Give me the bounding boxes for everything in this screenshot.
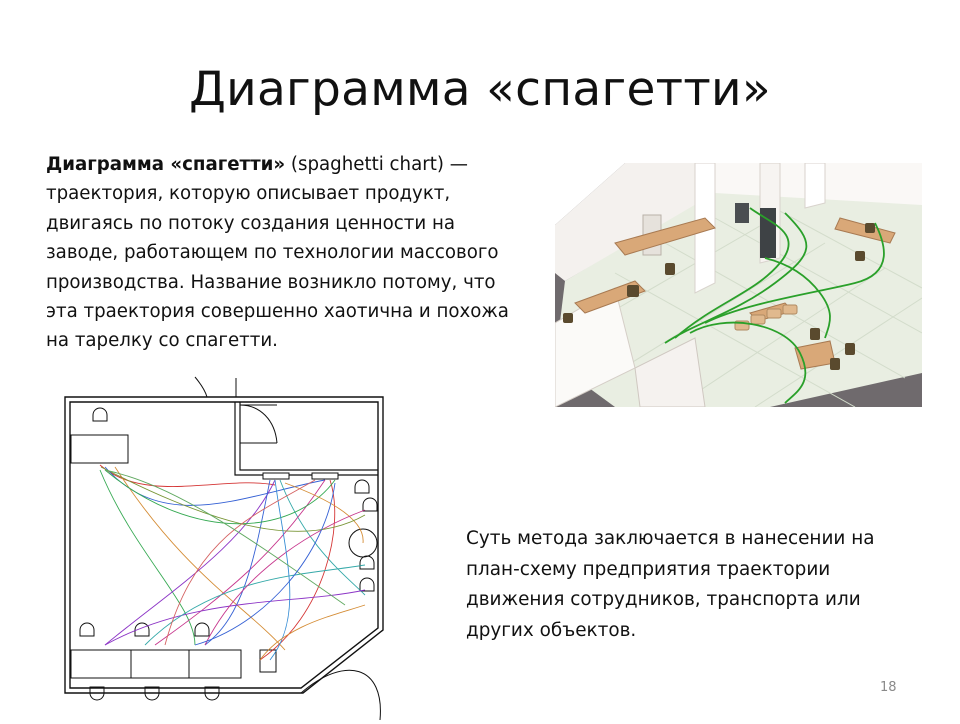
definition-text: траектория, которую описывает продукт, двигаясь по потоку создания ценности на заводе, работающем по технологии массового производства. Название возникло потому, что эта траектория совершенно хаотична и похожа на тарелку со спагетти. xyxy=(46,183,509,352)
page-number: 18 xyxy=(880,680,897,695)
floor-plan-svg xyxy=(45,375,390,720)
definition-term: Диаграмма «спагетти» xyxy=(46,154,286,175)
definition-paragraph xyxy=(46,150,526,356)
spaghetti-floor-plan xyxy=(45,375,390,720)
method-paragraph: Суть метода заключается в нанесении на план-схему предприятия траектории движения сотрудников, транспорта или других объектов. xyxy=(466,528,875,641)
definition-term-english: (spaghetti chart) — xyxy=(285,154,468,175)
office-3d-illustration xyxy=(555,163,922,407)
office-3d-svg xyxy=(555,163,922,407)
slide-title: Диаграмма «спагетти» xyxy=(189,62,771,117)
